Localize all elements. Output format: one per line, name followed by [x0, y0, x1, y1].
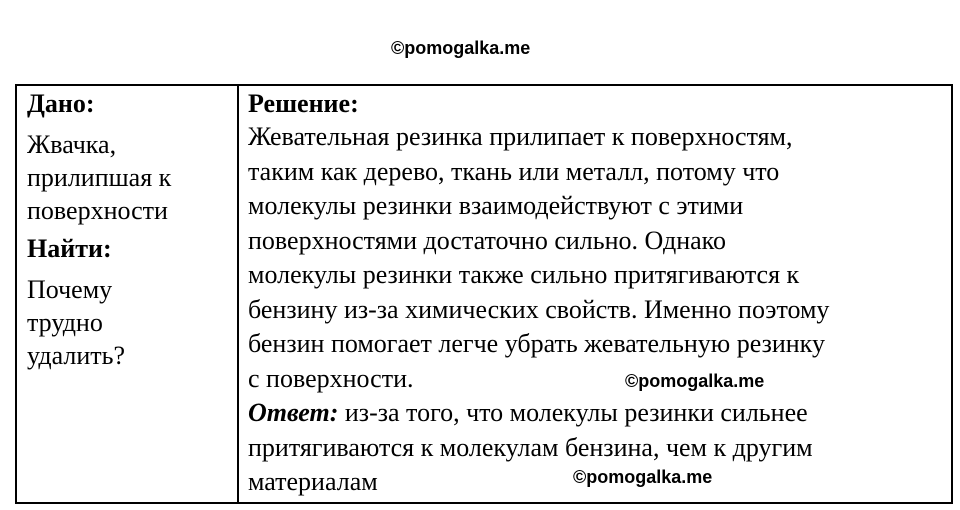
solution-line: бензину из-за химических свойств. Именно поэтому	[248, 294, 830, 324]
solution-line: Жевательная резинка прилипает к поверхностям,	[248, 122, 793, 151]
watermark-middle: ©pomogalka.me	[625, 371, 765, 391]
given-heading: Дано:	[27, 89, 95, 118]
given-line: прилипшая к	[27, 163, 172, 192]
find-line: удалить?	[27, 341, 126, 370]
solution-line: молекулы резинки взаимодействуют с этими	[248, 191, 744, 220]
watermark-bottom: ©pomogalka.me	[573, 467, 713, 487]
given-line: поверхности	[27, 196, 168, 225]
solution-line: с поверхности.	[248, 363, 414, 393]
solution-line: поверхностями достаточно сильно. Однако	[248, 225, 726, 255]
answer-line	[248, 396, 948, 431]
find-heading: Найти:	[27, 234, 112, 263]
find-line: Почему	[27, 275, 113, 304]
task-table	[15, 84, 953, 504]
left-column	[27, 86, 227, 372]
answer-label: Ответ:	[248, 398, 339, 427]
given-text	[27, 128, 227, 227]
right-column	[248, 86, 948, 500]
given-line: Жвачка,	[27, 130, 117, 159]
solution-text	[248, 120, 948, 396]
solution-line: таким как дерево, ткань или металл, потому что	[248, 156, 780, 186]
column-divider	[237, 86, 239, 502]
find-line: трудно	[27, 308, 103, 337]
solution-line: молекулы резинки также сильно притягиваются к	[248, 260, 800, 289]
answer-line: притягиваются к молекулам бензина, чем к другим	[248, 432, 813, 462]
solution-heading: Решение:	[248, 89, 359, 118]
watermark-top: ©pomogalka.me	[391, 38, 531, 58]
solution-line: бензин помогает легче убрать жевательную резинку	[248, 329, 825, 358]
answer-line-text: из-за того, что молекулы резинки сильнее	[338, 398, 808, 427]
answer-line: материалам	[248, 467, 378, 496]
find-text	[27, 273, 227, 372]
